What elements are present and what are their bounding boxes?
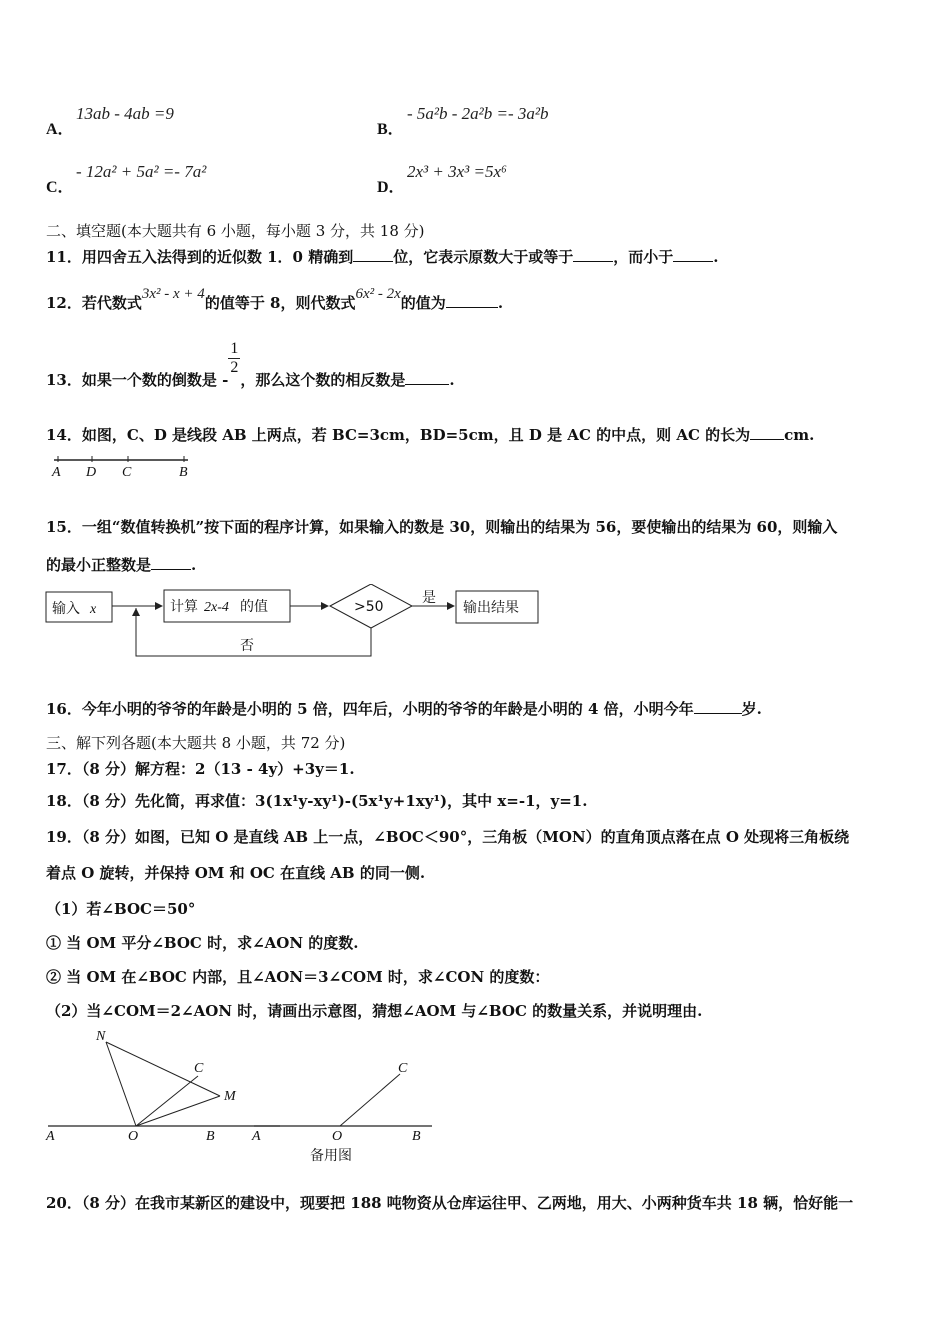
q14-text2: cm.	[784, 426, 815, 444]
section3-title: 三、解下列各题(本大题共 8 小题，共 72 分)	[46, 734, 346, 752]
q19-line2: 着点 O 旋转，并保持 OM 和 OC 在直线 AB 的同一侧.	[46, 864, 426, 882]
q11-blank2[interactable]	[573, 247, 613, 262]
q12-expr1: 3x² - x + 4	[141, 286, 205, 302]
option-b-expr: - 5a²b - 2a²b =- 3a²b	[407, 104, 549, 123]
q15-line2a: 的最小正整数是	[46, 556, 152, 574]
question-17: 17．（8 分）解方程：2（13 - 4y）+3y＝1.	[46, 760, 355, 778]
q19-line1: 19．（8 分）如图，已知 O 是直线 AB 上一点，∠BOC＜90°，三角板（MON）的直角顶点落在点 O 处现将三角板绕	[46, 828, 850, 846]
q13-text3: .	[449, 370, 455, 389]
option-a-expr: 13ab - 4ab =9	[76, 104, 174, 123]
q19-sub1: ① 当 OM 平分∠BOC 时，求∠AON 的度数.	[46, 934, 359, 952]
label-c: C	[194, 1061, 204, 1076]
point-d-label: D	[86, 465, 97, 480]
figure-1	[45, 1029, 280, 1144]
yes-label: 是	[422, 590, 436, 606]
q13-text2: ，那么这个数的相反数是	[240, 370, 406, 389]
question-12	[46, 286, 504, 313]
no-label: 否	[240, 638, 254, 654]
input-var: x	[90, 602, 97, 617]
q12-text1: 12．若代数式	[46, 294, 142, 312]
q15-line1: 15．一组“数值转换机”按下面的程序计算，如果输入的数是 30，则输出的结果为 56，要使输出的结果为 60，则输入	[46, 518, 838, 536]
q15-line2b: .	[191, 556, 197, 574]
point-c-label: C	[122, 465, 132, 480]
question-13	[46, 340, 455, 389]
q13-blank[interactable]	[405, 370, 449, 385]
question-18: 18．（8 分）先化简，再求值：3(1x¹y-xy¹)-(5x¹y+1xy¹)，其中 x=-1，y=1.	[46, 792, 588, 810]
point-a-label: A	[52, 465, 61, 480]
fig2-caption: 备用图	[310, 1148, 352, 1164]
label-a-2: A	[252, 1129, 261, 1144]
label-o: O	[128, 1129, 139, 1144]
point-b-label: B	[179, 465, 188, 480]
output-label: 输出结果	[463, 600, 519, 616]
label-b: B	[206, 1129, 215, 1144]
q13-denominator: 2	[230, 359, 239, 376]
label-c-2: C	[398, 1061, 408, 1076]
q19-part2: （2）当∠COM＝2∠AON 时，请画出示意图，猜想∠AOM 与∠BOC 的数量关系，并说明理由.	[46, 1002, 703, 1020]
line-om	[136, 1096, 220, 1126]
line-oc-2	[340, 1074, 400, 1126]
loop-back-arrow	[132, 608, 140, 616]
question-16	[46, 698, 762, 719]
label-b-2: B	[412, 1129, 421, 1144]
label-n: N	[96, 1029, 106, 1044]
q14-text1: 14．如图，C、D 是线段 AB 上两点，若 BC=3cm，BD=5cm，且 D 是 AC 的中点，则 AC 的长为	[46, 426, 751, 444]
q11-blank1[interactable]	[353, 247, 393, 262]
q14-blank[interactable]	[750, 425, 784, 440]
input-label: 输入	[52, 601, 80, 617]
q19-figures	[40, 1022, 440, 1170]
option-d-label: D．	[377, 179, 405, 196]
q19-sub2: ② 当 OM 在∠BOC 内部，且∠AON＝3∠COM 时，求∠CON 的度数：	[46, 968, 550, 986]
option-b-label: B．	[377, 121, 404, 138]
q16-text1: 16．今年小明的爷爷的年龄是小明的 5 倍，四年后，小明的爷爷的年龄是小明的 4 倍，小明今年	[46, 700, 694, 718]
figure-2	[251, 1061, 432, 1164]
compute-expr: 2x-4	[204, 600, 229, 615]
question-11	[46, 246, 718, 267]
q12-text2: 的值等于 8，则代数式	[204, 294, 356, 312]
option-c-label: C．	[46, 179, 74, 196]
q16-text2: 岁.	[741, 700, 762, 718]
q11-text2: 位，它表示原数大于或等于	[393, 248, 574, 266]
q15-blank[interactable]	[151, 555, 191, 570]
q13-text1: 13．如果一个数的倒数是 -	[46, 370, 229, 389]
q13-fraction	[228, 340, 240, 377]
condition-label: >50	[354, 599, 384, 615]
label-m: M	[224, 1089, 236, 1104]
label-o-2: O	[332, 1129, 343, 1144]
section2-title: 二、填空题(本大题共有 6 小题，每小题 3 分，共 18 分)	[46, 222, 425, 240]
q11-text4: .	[713, 248, 719, 266]
q11-blank3[interactable]	[673, 247, 713, 262]
compute-suffix: 的值	[240, 599, 268, 615]
option-d-expr: 2x³ + 3x³ =5x⁶	[407, 162, 507, 181]
option-a-label: A．	[46, 121, 74, 138]
q12-expr2: 6x² - 2x	[355, 286, 401, 302]
q19-part1: （1）若∠BOC＝50°	[46, 900, 196, 918]
label-a: A	[46, 1129, 55, 1144]
q15-line2	[46, 554, 196, 575]
q15-flowchart	[40, 584, 560, 664]
q12-text3: 的值为	[400, 294, 446, 312]
question-14	[46, 424, 814, 445]
q12-blank[interactable]	[446, 293, 498, 308]
option-c-expr: - 12a² + 5a² =- 7a²	[76, 162, 207, 181]
q11-text1: 11．用四舍五入法得到的近似数 1．0 精确到	[46, 248, 354, 266]
q11-text3: ，而小于	[613, 248, 674, 266]
q12-text4: .	[497, 294, 504, 312]
compute-prefix: 计算	[170, 599, 198, 615]
line-oc	[136, 1076, 198, 1126]
q13-numerator: 1	[230, 340, 239, 357]
q16-blank[interactable]	[694, 699, 742, 714]
q14-segment-figure	[46, 452, 206, 482]
question-20: 20．（8 分）在我市某新区的建设中，现要把 188 吨物资从仓库运往甲、乙两地，用大、小两种货车共 18 辆，恰好能一	[46, 1194, 854, 1212]
